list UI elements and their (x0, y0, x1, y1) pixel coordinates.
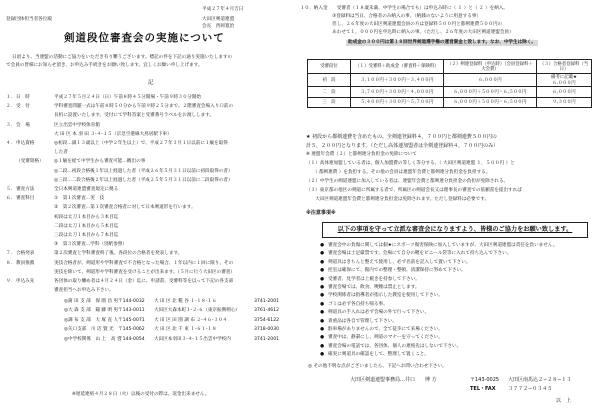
bullet-icon: ● (320, 243, 325, 248)
contact-tel-label: TEL・FAX (470, 386, 496, 392)
item-text: 平成２７年５月２４日（日）午前８時４５分開場・午前９時３０分開始 (54, 95, 202, 100)
intro-line-1: 日頃より、当連盟の活動にご協力をいただき有り難うございます。標記の件を下記の通り実施いたしますの (12, 55, 233, 60)
branch-name: ◎蒲 田 支 部 保 園 昌 男 (64, 299, 119, 304)
fee-grade: 三 段 (308, 97, 351, 108)
fee-note-line: （３）東京都の他区の剣道に所属する者で、所属区の剣道会長又は理事長の審査での依頼書を提出すれば (306, 188, 522, 193)
fee-note-line: （２）中学生の剣道連盟に加入している者は、連盟年会費と都剣連分負担金の負担が免除される。 (306, 179, 509, 184)
item-label: 日 時 (16, 95, 30, 100)
fee-table (307, 59, 592, 108)
fee-intro-3: 但し、２６年度の大田区剣道連盟会員の方は登録料５００円と都剣連費５００円の (300, 22, 503, 27)
note-item: 受審者、見学者は上履きを持参して下さい。 (328, 276, 420, 282)
item-label: 合格発表 (16, 251, 35, 257)
fee-note-line: ※ 連盟年会費（２）と都剣連分負担金の免除について (306, 152, 417, 157)
item-text: 長机に設置いたします。受付にて学科答案と受審番号ラベルをお渡しします。 (54, 113, 215, 119)
left-footer-note: ※遅延連絡４月２８日（火）以後の受付の際は、返金出来ません。 (72, 392, 210, 397)
note-item: ゴミは必ず各自持ち帰る事。 (328, 301, 388, 307)
branch-name: ◎調 布 支 部 大 塚 直 人 (64, 317, 119, 323)
page-title: 剣道段位審査会の実施について (64, 32, 225, 44)
item-number: ７． (6, 251, 16, 257)
fee-note-line: ★ 初段から都剣連費を含めたもの。全剣連登録料４，７００円と都剣連費５００円の (306, 134, 497, 140)
branch-tel: 3741-2001 (254, 336, 280, 342)
item-text: ② 第２次審査…第１次審査合格者に対して日本剣道形を行います。 (54, 205, 196, 211)
contact-office: 大田区剣道連盟事務局…井口 博 方 (350, 377, 437, 383)
item-text: 区立出雲中学校体育館 (54, 122, 100, 128)
fee-exam: ３,１００円＋３００円＝３,４００円 (351, 74, 444, 87)
fee-row (308, 74, 592, 87)
item-text: 実技を除いて、剣道形や学科審査を受けることが出来ます。（５月に行う大田区の審査） (54, 269, 235, 275)
branch-name: ◎大 森 支 部 鑓 藤 明 男 (64, 308, 119, 314)
fee-pass: ６,０００円 (537, 87, 592, 98)
header-pass-fee: （３）合格者登録料（当日） (537, 60, 592, 74)
contact-address: 大田区南馬込２−２８−１３ (508, 377, 572, 383)
item-number: ６． (6, 196, 16, 202)
fee-row (308, 97, 592, 108)
note-item: 貴重品は各自で管理して下さい。 (328, 318, 397, 324)
branch-addr: 大 田 区 北 糀 谷 １-１８-１６ (154, 299, 217, 304)
item-label: 会 場 (16, 122, 30, 128)
item-label: （受審資格） (16, 159, 44, 165)
header-grade: 受審段位 (308, 60, 351, 74)
fee-pass-value: ６,０００円 (552, 81, 576, 86)
branch-addr: 大 田 区 北 千 束 １-６１-１８ (154, 327, 217, 333)
bullet-icon: ● (320, 327, 325, 332)
item-text: 初段は太刀１本目から３本目迄 (54, 214, 119, 220)
item-text: ◎初段…満１３歳以上（中学２年生以上）で、平成２７年３月１日以前に１級を取得 (54, 141, 228, 146)
recipient: 登録団体担当者各位殿 (6, 17, 52, 22)
branch-name: ◎矢口支部 川 辺 賢 光 (64, 327, 114, 333)
bullet-icon: ● (320, 343, 325, 349)
closing-line: ◎ その他不明な点がございましたら、下記へお問い合わせ下さい。 (308, 364, 447, 369)
intro-line-2: で会員の皆様にお知らせ頂き、お申込み手続きをお願い致します。宜しくお願い申し上げます。 (6, 63, 203, 68)
branch-zip: 〒145-0062 (118, 327, 145, 333)
bullet-icon: ● (320, 335, 325, 341)
right-column (300, 0, 596, 411)
item-text: ③ 第３次審査…学科（別紙参照） (54, 242, 128, 248)
notice-box: 以下の事項を守って立派な審査会になりますよう、皆様のご協力をお願い致します。 (322, 222, 588, 238)
item-label: 申込み先 (16, 279, 35, 284)
branch-addr: 大 田 区 田 園 調 布 ２-４６-３０４ (154, 317, 228, 323)
item-text: 審査担当へお申込み下さい。 (54, 288, 114, 294)
bullet-icon: ● (320, 259, 325, 265)
header-exam-fee: （１）受審料＋助成金（審査料＋保険料） (351, 60, 444, 74)
note-item: 学校関係者は指導者が指示した教室を使用して下さい。 (328, 293, 443, 299)
item-number: ２． (6, 104, 16, 110)
sender-org: 大田区剣道連盟 (202, 17, 235, 22)
bullet-icon: ● (320, 352, 325, 358)
bullet-icon: ● (320, 276, 325, 282)
branch-zip: 〒144-0032 (118, 299, 145, 304)
item-text: 学科審査問題一式は午前８時５０分から午前９時２５分まで。２階審査会場入り口前の (54, 104, 234, 110)
branch-tel: 3718-0030 (254, 327, 280, 333)
bullet-icon: ● (320, 293, 325, 299)
note-item: 審査会中の負傷に関しては個★にスポーツ傷害保険に加入していますが、大田区剣道連盟は責任を負いません。 (328, 243, 558, 248)
item-text: 全日本剣道連盟審査規定に拠る (54, 187, 119, 192)
note-item: 剣道具はきちんと整えて使用し、必ず名前を記入して置いて下さい。 (328, 259, 471, 265)
fee-grade: 初 段 (308, 74, 351, 87)
fee-registration: ６,０００円＋５００円＝６,５００円 (444, 97, 537, 108)
bullet-icon: ● (320, 268, 325, 274)
note-item: 控室は確保にて、館内での整理・整頓、清潔保持に努めて下さい。 (328, 268, 466, 274)
note-item: 審査中は、静粛にし、剣道のマナーを守ってください。 (328, 335, 443, 341)
item-label: 審査方法 (16, 187, 35, 192)
item-text: 二段は太刀１本目から５本目迄 (54, 223, 119, 229)
fee-exam: ３,７００円＋３００円＝４,０００円 (351, 87, 444, 98)
contact-tel: ３７７２−０３４５ (508, 386, 553, 392)
branch-tel: 3761-4612 (254, 308, 280, 314)
note-item: 審査会場は土足厳禁です。会場にて自分の靴をビニール袋等に入れて持ち込んで下さい。 (328, 251, 512, 257)
fee-note-line: 大田区剣道連盟年会費と都剣連分負担金は免除されます。ただし登録料は必要です。 (306, 197, 490, 202)
branch-name: ◎中学校関係 山 上 高 宏 (64, 336, 122, 342)
fee-note-line: 計５，２００円となります。（ただし高体連加盟者は全剣連登録料４，７００円のみ） (306, 143, 499, 149)
item-text: 実技合格者が、剣道形や学科審査で不合格となった場合、１年以内に１回に限り、その (54, 260, 234, 266)
branch-zip: 〒145-0071 (118, 317, 145, 323)
contact-zip: 〒143-0025 (470, 377, 500, 383)
item-label: 申込資格 (16, 141, 35, 146)
item-text: ① 第１次審査…実 技 (54, 196, 105, 202)
fee-pass: ９,３００円 (537, 97, 592, 108)
item-number: ３． (6, 122, 16, 128)
fee-table-header (308, 60, 592, 74)
note-item: 駐車場がありませんので、全て徒歩にて来場ください。 (328, 327, 443, 332)
bullet-icon: ● (320, 318, 325, 324)
left-column (6, 0, 296, 411)
item-number: ４． (6, 141, 16, 146)
bullet-icon: ● (320, 251, 325, 257)
branch-tel: 3741-2001 (254, 299, 280, 304)
branch-zip: 〒143-0011 (118, 308, 145, 314)
item-label: 受 付 (16, 104, 30, 110)
fee-row (308, 87, 592, 98)
bullet-icon: ● (320, 310, 325, 316)
note-item: 審査会場では、飲食、喫煙は禁止とします。 (328, 285, 420, 290)
notes-heading: ※注意事項※ (306, 210, 336, 216)
sender-name: 会長 西岡寛治 (202, 24, 235, 29)
branch-zip: 〒144-0054 (118, 336, 145, 342)
item-text: 各団体の取り纏め者は４月２４日（金）迄に、申請書、受審料等を以って下記の各支部 (54, 279, 234, 284)
item-text: 第２次審査と学科審査終了後、各段位の合格者を発表します。 (54, 251, 183, 257)
fee-grade: 二 段 (308, 87, 351, 98)
item-label: 教員推薦 (16, 260, 35, 266)
item-text: ◎三段…二段合格後２年以上経過した者（平成２５年５月３１日以前に二段取得の者） (54, 177, 233, 183)
fee-intro-2: ③登録料は当日、合格者のみ納入の事。（納銭のないように用意する事） (300, 14, 481, 19)
fee-intro-1: １０．納入金 受審者（１８歳未満、中学生の場合でも）は申込み時に（ １ ）と（ ２ ）を納入。 (300, 6, 508, 11)
item-label: 審査科目 (16, 196, 35, 202)
item-number: １． (6, 95, 16, 100)
branch-addr: 大田区本羽田３-４-１５出雲中学校内 (154, 336, 231, 342)
item-text: した者 (54, 150, 68, 156)
fee-note-line: （ 都剣連費 ）を負担する。その他の会員は連盟年会費と都剣連分負担金を負担する。 (306, 170, 491, 175)
fee-note-line: （１）高体連加盟している者は、個人加盟費の等しく等分する。（ 大田区剣道連盟 １，５００円 ）と (306, 161, 515, 166)
doc-date: 平成２７年４月吉日 (202, 7, 244, 12)
item-number: ８． (6, 260, 16, 266)
branch-tel: 3754-6122 (254, 317, 280, 323)
fee-intro-4: あわせて１，０００円を申込時に納入の事。（ただし、２６年度の大田区剣道連盟会員） (300, 30, 514, 35)
header-registration: （２）剣連登録料（申込時）（会員登録料＋大会費） (444, 60, 537, 74)
fee-pass (537, 74, 592, 87)
ki-heading: 記 (148, 80, 154, 86)
item-number: ９． (6, 279, 16, 284)
bullet-icon: ● (320, 285, 325, 290)
subsidy-highlight: 助成金の３００円は第１８回世界剣道選手権の運営資金と致します。なお、中学生は除く。 (348, 40, 536, 45)
ijou: 以 上 (556, 398, 572, 404)
item-text: ◎二段…初段合格後１年以上経過した者（平成２６年５月３１日以前に初段取得の者） (54, 168, 233, 174)
note-item: 剣道具の手入れは必ず会場の外で行って下さい。 (328, 310, 430, 316)
note-item: 確実に剣道具の確認をして、整理して置くこと。 (328, 352, 429, 358)
bullet-icon: ● (320, 301, 325, 307)
fee-registration: ６,０００円 (444, 74, 537, 87)
item-text: 大 田 区 本 羽 田 ３-４-１５（京急空港線大鳥居駅下車） (54, 131, 172, 137)
item-text: ◎１級を経て中学生から審査可能…概出の事 (54, 159, 146, 165)
fee-pass-note: 備考に記載★ (551, 75, 577, 80)
fee-registration: ６,０００円＋５００円＝６,５００円 (444, 87, 537, 98)
item-number: ５． (6, 187, 16, 192)
item-text: 三段は太刀１本目から７本目迄 (54, 233, 119, 238)
branch-addr: 大田区大森本町１-２-６（東京振興剣心） (154, 308, 241, 314)
fee-exam: ５,４００円＋３００円＝５,７００円 (351, 97, 444, 108)
note-item: 審査会場の電話では、各団体、個人の連絡先はしないで下さい。 (328, 343, 462, 349)
